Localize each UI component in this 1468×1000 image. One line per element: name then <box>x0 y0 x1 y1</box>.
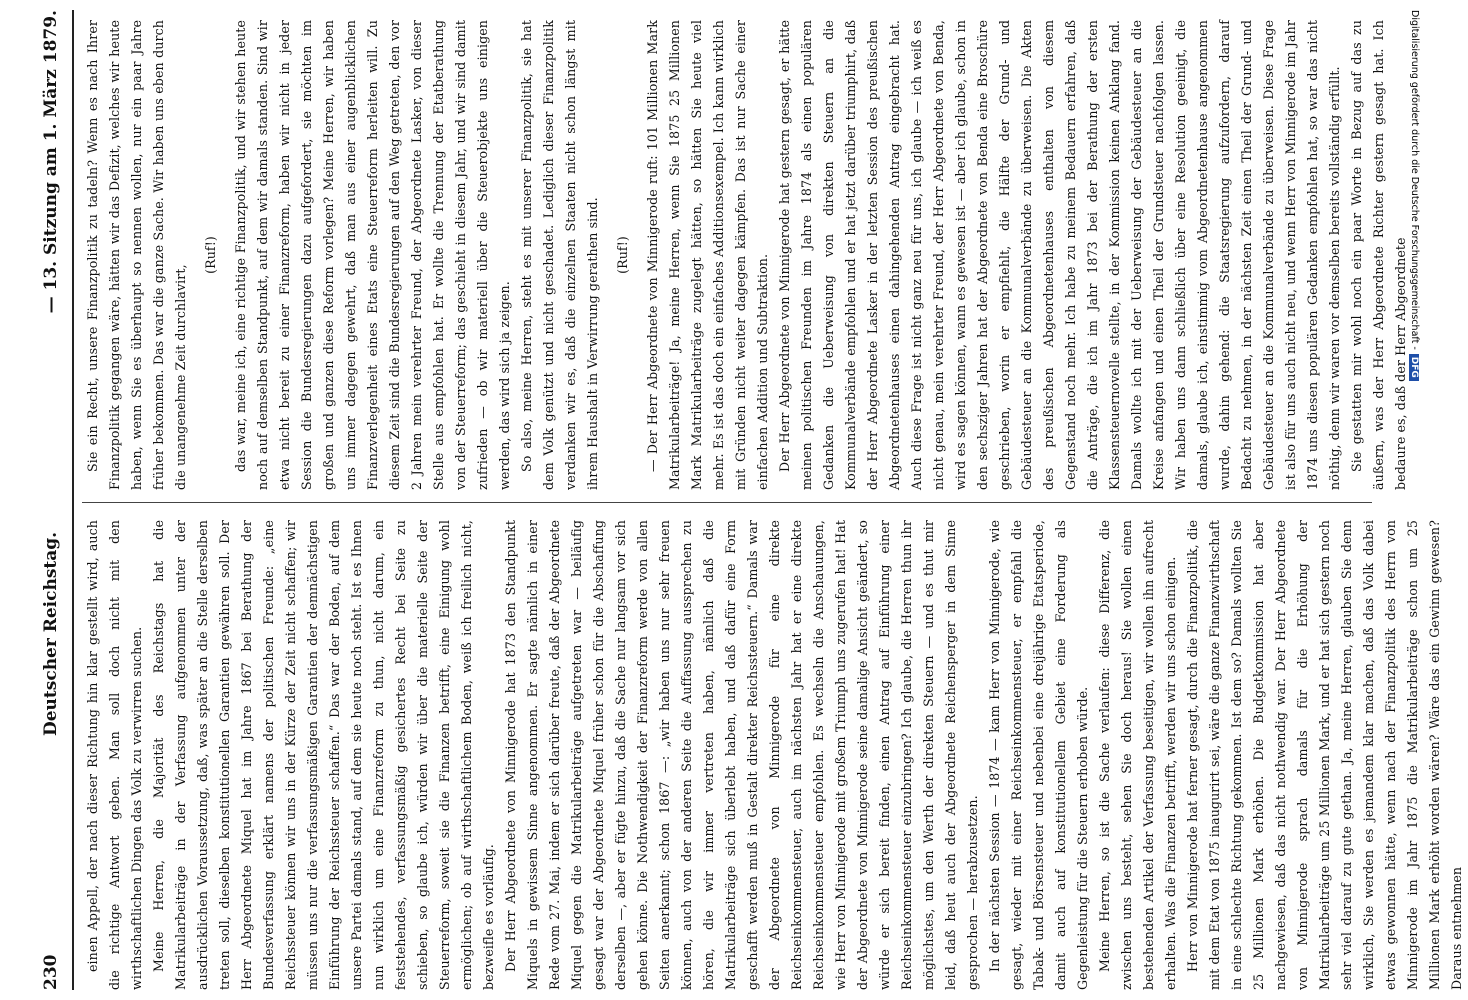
left-paragraph-1: einen Appell, der nach dieser Richtung hin klar gestellt wird, auch die richtige Antwort geben. Man soll doch nicht mit den wirthschaftlichen Dingen das Volk zu verwirren suchen. <box>85 520 144 990</box>
left-paragraph-6: Herr von Minnigerode hat ferner gesagt, durch die Finanzpolitik, die mit dem Etat von 1875 inaugurirt sei, wäre die ganze Finanzwirthschaft in eine schlechte Richtung gekommen. Ist dem so? Damals wollten Sie 25 Millionen Mark erhöhen. Die Budgetkommission hat aber nachgewiesen, daß das nicht nothwendig war. Der Herr Abgeordnete von Minnigerode sprach damals für die Erhöhung der Matrikularbeiträge um 25 Millionen Mark, und er hat sich gestern noch sehr viel darauf zu gute gethan. Ja, meine Herren, glauben Sie denn wirklich, Sie werden es jemandem klar machen, daß das Volk dabei etwas gewonnen hätte, wenn nach der Finanzpolitik des Herrn von Minnigerode im Jahr 1875 die Matrikularbeiträge schon um 25 Millionen Mark erhöht worden wären? Wäre das ein Gewinn gewesen? Daraus entnehmen <box>1185 520 1464 990</box>
right-paragraph-2: das war, meine ich, eine richtige Finanzpolitik, und wir stehen heute noch auf demselben Standpunkt, auf dem wir damals standen. Sind wir etwa nicht bereit zu einer Finanzreform, haben wir nicht in jeder Session die Bundesregierungen dazu aufgefordert, sie möchten im großen und ganzen diese Reform vorlegen? Meine Herren, wir haben uns immer dagegen gewehrt, daß man aus einer augenblicklichen Finanzverlegenheit eines Etats eine Steuerreform herleiten will. Zu diesem Zeit sind die Bundesregierungen auf den Weg getreten, den vor 2 Jahren mein verehrter Freund, der Abgeordnete Lasker, von dieser Stelle aus empfohlen hat. Er wollte die Trennung der Etatberathung von der Steuerreform; das geschieht in diesem Jahr, und wir sind damit zufrieden — ob wir materiell über die Steuerobjekte uns einigen werden, das wird sich ja zeigen. <box>233 20 512 490</box>
right-paragraph-3: So also, meine Herren, steht es mit unserer Finanzpolitik, sie hat dem Volk genützt und nicht geschadet. Lediglich dieser Finanzpolitik verdanken wir es, daß die einzelnen Staaten nicht schon längst mit ihrem Haushalt in Verwirrung gerathen sind. <box>519 20 600 490</box>
right-column <box>82 20 1408 490</box>
column-divider <box>82 502 1372 503</box>
left-paragraph-4: In der nächsten Session — 1874 — kam Herr von Minnigerode, wie gesagt, wieder mit einer Reichseinkommensteuer, er empfahl die Tabak- und Börsensteuer und nebenbei eine dreijährige Etatsperiode, damit auch auf konstitutionellem Gebiet eine Forderung als Gegenleistung für die Steuern erhoben würde. <box>987 520 1090 990</box>
page-header <box>36 10 66 990</box>
right-paragraph-6: Sie gestatten mir wohl noch ein paar Worte in Bezug auf das zu äußern, was der Herr Abgeordnete Richter gestern gesagt hat. Ich bedaure es, daß der Herr Abgeordnete <box>1349 20 1408 490</box>
right-paragraph-4: — Der Herr Abgeordnete von Minnigerode ruft: 101 Millionen Mark Matrikularbeiträge! Ja, meine Herren, wenn Sie 1875 25 Millionen Mark Matrikularbeiträge zugelegt hätten, so hätten Sie heute viel mehr. Es ist das doch ein einfaches Additionsexempel. Ich kann wirklich mit Gründen nicht weiter dagegen kämpfen. Das ist nur Sache einer einfachen Addition und Subtraktion. <box>645 20 770 490</box>
left-column <box>82 520 1464 990</box>
header-rule <box>72 10 74 990</box>
rotated-page-content <box>16 0 1464 1000</box>
right-paragraph-5: Der Herr Abgeordnete von Minnigerode hat gestern gesagt, er hätte meinen politischen Freunden im Jahre 1874 als einen populären Gedanken die Ueberweisung von direkten Steuern an die Kommunalverbände empfohlen und er hat jetzt darüber triumphirt, daß der Herr Abgeordnete Lasker in der letzten Session des preußischen Abgeordnetenhauses einen dahingehenden Antrag eingebracht hat. Auch diese Frage ist nicht ganz neu für uns, ich glaube — ich weiß es nicht genau, mein verehrter Freund, der Herr Abgeordnete von Benda, wird es sagen können, wann es gewesen ist — aber ich glaube, schon in den sechsziger Jahren hat der Abgeordnete von Benda eine Broschüre geschrieben, worin er empfiehlt, die Hälfte der Grund- und Gebäudesteuer an die Kommunalverbände zu überweisen. Die Akten des preußischen Abgeordnetenhauses enthalten von diesem Gegenstand noch mehr. Ich habe zu meinem Bedauern erfahren, daß die Anträge, die ich im Jahr 1873 bei der Berathung der ersten Klassensteuernovelle stellte, in der Kommission keinen Anklang fand. Damals wollte ich mit der Ueberweisung der Gebäudesteuer an die Kreise anfangen und einen Theil der Grundsteuer nachfolgen lassen. Wir haben uns dann schließlich über eine Resolution geeinigt, die damals, glaube ich, einstimmig vom Abgeordnetenhause angenommen wurde, dahin gehend: die Staatsregierung aufzufordern, darauf Bedacht zu nehmen, in der nächsten Zeit einen Theil der Grund- und Gebäudesteuer an die Kommunalverbände zu überweisen. Diese Frage ist also für uns auch nicht neu, und wenn Herr von Minnigerode im Jahr 1874 uns diesen populären Gedanken empfohlen hat, so war das nicht nöthig, denn wir waren vor demselben bereits vollständig erfüllt. <box>777 20 1342 490</box>
credit-text: Digitalisierung gefördert durch die Deutsche Forschungsgemeinschaft - <box>1409 10 1420 350</box>
left-paragraph-2: Meine Herren, die Majorität des Reichstags hat die Matrikularbeiträge in der Verfassung aufgenommen unter der ausdrücklichen Voraussetzung, daß, was später an die Stelle derselben treten soll, dieselben konstitutionellen Garantien gewähren soll. Der Herr Abgeordnete Miquel hat im Jahre 1867 bei Berathung der Bundesverfassung erklärt namens der politischen Freunde: „eine Reichssteuer können wir uns in der Kürze der Zeit nicht schaffen; wir müssen uns nur die verfassungsmäßigen Garantien der demnächstigen Einführung der Reichssteuer schaffen.“ Das war der Boden, auf dem unsere Partei damals stand, auf dem sie heute noch steht. Ist es Ihnen nun wirklich um eine Finanzreform zu thun, nicht darum, ein feststehendes, verfassungsmäßig gesichertes Recht bei Seite zu schieben, so glaube ich, würden wir über die materielle Seite der Steuerreform, soweit sie die Finanzen betrifft, eine Einigung wohl ermöglichen; ob auf wirthschaftlichem Boden, weiß ich freilich nicht, bezweifle es vorläufig. <box>151 520 496 990</box>
left-paragraph-5: Meine Herren, so ist die Sache verlaufen: diese Differenz, die zwischen uns besteht, sehen Sie doch heraus! Sie wollen einen bestehenden Artikel der Verfassung beseitigen, wir wollen ihn aufrecht erhalten. Was die Finanzen betrifft, werden wir uns schon einigen. <box>1097 520 1178 990</box>
interjection: (Ruf!) <box>615 236 630 274</box>
session-date: — 13. Sitzung am 1. März 1879. <box>41 10 61 314</box>
dfg-logo: DFG <box>1409 354 1419 381</box>
left-paragraph-3: Der Herr Abgeordnete von Minnigerode hat 1873 den Standpunkt Miquels in gewissem Sinne angenommen. Er sagte nämlich in einer Rede vom 27. Mai, indem er sich darüber freute, daß der Abgeordnete Miquel gegen die Matrikularbeiträge aufgetreten war — beiläufig gesagt war der Abgeordnete Miquel früher schon für die Abschaffung derselben —, aber er fügte hinzu, daß die Sache nur langsam vor sich gehen könne. Die Nothwendigkeit der Finanzreform werde von allen Seiten anerkannt; schon 1867 —: „wir haben uns nur sehr freuen können, auch von der anderen Seite die Auffassung aussprechen zu hören, die wir immer vertreten haben, nämlich daß die Matrikularbeiträge sich überlebt haben, und daß dafür eine Form geschafft werden muß in Gestalt direkter Reichssteuern.“ Damals war der Abgeordnete von Minnigerode für eine direkte Reichseinkommensteuer, auch im nächsten Jahr hat er eine direkte Reichseinkommensteuer empfohlen. Es wechseln die Anschauungen, wie Herr von Minnigerode mit großem Triumph uns zugerufen hat! Hat der Abgeordnete von Minnigerode seine damalige Ansicht geändert, so würde er sich bereit finden, einen Antrag auf Einführung einer Reichseinkommensteuer einzubringen? Ich glaube, die Herren thun ihr möglichstes, um den Werth der direkten Steuern — und es thut mir leid, daß heut auch der Abgeordnete Reichensperger in dem Sinne gesprochen — herabzusetzen. <box>503 520 980 990</box>
journal-title: Deutscher Reichstag. <box>41 531 61 736</box>
digitization-credit <box>1409 10 1420 381</box>
interjection: (Ruf!) <box>203 236 218 274</box>
right-paragraph-1: Sie ein Recht, unsere Finanzpolitik zu tadeln? Wenn es nach Ihrer Finanzpolitik gegangen wäre, hätten wir das Defizit, welches wir heute haben, wenn Sie es überhaupt so nennen wollen, nur ein paar Jahre früher bekommen. Das war die ganze Sache. Wir haben uns eben durch die unangenehme Zeit durchlavirt, <box>85 20 188 490</box>
page-number: 230 <box>41 954 61 990</box>
